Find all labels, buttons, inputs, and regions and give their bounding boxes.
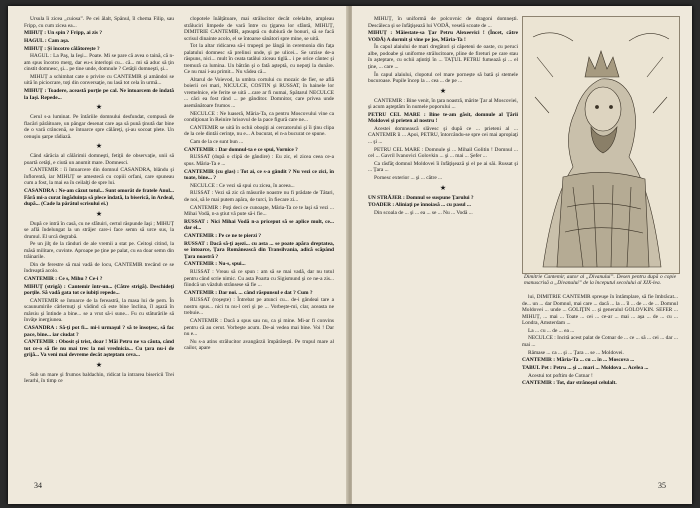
dialogue-line: CANTEMIR : Nu-s, spui...	[184, 261, 246, 268]
dialogue-line: RUSSAT : Dacă să-ţi aşezi... cu asta ... se poate apăra dreptatea, se întoarce, Ţara Românească din Transilvania, adică scăpând Ţara noastră ?	[184, 240, 334, 260]
paragraph: În capul alaiului, clopotul cel mare pornește să bată şi stemele bucuroase. Pupile încep la ... cea ... de pe ...	[368, 71, 518, 85]
left-page	[8, 6, 348, 504]
paragraph: RUSSAT (roşeşte) : Întrebat pe atunci cu... de-i gândeai tare a nostru spus... nici tu nu-l ceri şi pe ... Vorbeşte-mi, clar, aceasta ne trebuie...	[184, 297, 334, 317]
paragraph: CANTEMIR : Bine venit, în ţara noastră, mărite Ţar al Moscoviei, şi acum aşteptăm în numele poporului ...	[368, 97, 518, 111]
paragraph: Tot la altar ridicarea să-i trupeşti pe lângă in ceremonia din faţa palatului domnesc să prelinsi unde, şi pe ulicei... Se urzise de-a răspuns, nici... mult în ceata tatălui ziceau tiglă... i pe orice cântec şi tremură ca lumina. Un bătrân şi o fată aşteptă, cu nepoţi la dunăre. Ce nu mai i-au primit... Nu vădea că...	[184, 43, 334, 76]
dialogue-line: CANTEMIR (cu glas) : Tot ai, ce s-a gândit ? Nu vezi ce zici, în toate, bine... ?	[184, 168, 334, 181]
dialogue-line: CANTEMIR : Pe ce ne te pierzi ?	[184, 232, 262, 239]
right-page	[352, 6, 692, 504]
paragraph: HAGUL : La Paş, la Ieşi... Poate. Mi se pare că avea o taină, că n-am spus încotro merg, dar eu-s interlopi cu... că... mi să aduc să ţin cinstit domnesc, şi... pe tine unde, domnule ? Cetăţii domneşti, şi...	[24, 53, 174, 73]
open-book	[8, 6, 692, 504]
paragraph: La ... cu ... de ... ea ...	[528, 327, 575, 334]
dialogue-line: MIHUȚ : Toadere, această porţie pe cal. Ne întoarcem de îndată la Iaşi. Repede...	[24, 88, 174, 101]
dialogue-line: MIHUȚ : Și încotro călătoreşte ?	[24, 45, 100, 52]
dialogue-line: RUSSAT : Nici Mihai Vodă n-a priceput să se aplice mult, ce... dar el...	[184, 218, 334, 232]
paragraph: Acestui tot poftim de Cotnar !	[528, 372, 593, 379]
paragraph: lui, DIMITRIE CANTEMIR spreuşe în întâmplare, să fie îmbrăcat... de... un ... dar Domnul, mai care ... dacă ... la ... îl ... de ... de ... Domnul Moldovei ... unde ... GOLIŢIN ... şi generalul GOLOVKIN. SEFER ... MIHUȚ, ... mai ... Toate ... cei ... ce-ar ... mai ... aşa ... de ... cu ... Londra, Amsterdam ...	[522, 294, 678, 326]
paragraph: Râmase ... ca ... şi ... Ţara ... se ... Moldovei.	[528, 349, 624, 356]
right-column-2	[522, 294, 678, 460]
section-star-icon: ★	[95, 103, 103, 112]
right-column-1	[368, 16, 518, 460]
paragraph: Acestei domnească slăvesc şi după ce ... prieteni al ... CANTEMIR îi ... Apoi, PETRU, întorcându-se spre cei mai apropiaţi ... şi ...	[368, 125, 518, 145]
section-star-icon: ★	[95, 209, 103, 218]
dialogue-line: CASANDRA : Să-ţi pot fi... mi-i urmaşul ? să te însoţesc, să fac pace, bine... iar ciudat ?	[24, 325, 174, 338]
paragraph: Ursula îi zicea „cuiosa”. Pe cei ălalt, Spânul, îl chema Filip, sau Fripp, cu cum zicea ea...	[24, 16, 174, 29]
paragraph: CANTEMIR : Poţi deci ce cunoaşte, Măria-Ta ce te laşi să vezi ... Mihai Vodă, n-a ştiut vă pute să-i fie...	[184, 204, 334, 218]
paragraph: NECULCE : Ce vezi să spui cu zicea, în aceea...	[190, 182, 295, 189]
dialogue-line: CANTEMIR : Obosit şi trist, doar ! Măi Petru ne va căuta, când tot ce-o să fie nu mai trec la noi vrednicia... Cu ţara nu-i de grijă... Va veni mai devreme decât aşteptam ceva...	[24, 339, 174, 359]
dialogue-line: CANTEMIR : Măria-Ta ... cu ... în ... Moscova ...	[522, 357, 635, 364]
portrait-caption: Dimitrie Cantemir, autor al „Divanului”. Desen pentru după o copie manuscrisă a „Divanului” de la începutul secolului al XIX-lea.	[524, 274, 676, 287]
paragraph: CANTEMIR : Dacă a spus sau nu, ca şi mine. Mi-ar fi convins pentru că au cerut. Vorbeşte acum. De-ai vedea mai bine. Voi ! Dar nu e...	[184, 318, 334, 338]
dialogue-line: CANTEMIR : Dar noi. ... când răspunsul e dat ? Cum ?	[184, 289, 313, 296]
paragraph: RUSSAT : Vezi să zic că măsurile noastre nu fi prădate de Tătari, de noi, să le mai putem apăra, de turci, în fiecare zi...	[184, 190, 334, 203]
paragraph: RUSSAT (după o clipă de gândire) : Eu zic, el zicea ceea ce-a spus. Măria-Ta e ...	[184, 154, 334, 167]
dialogue-line: TOADER : Aliniaţi pe înnoiasă ... cu pasul ...	[368, 202, 471, 209]
page-number-right: 35	[658, 481, 666, 490]
dialogue-line: UN STRĂJER : Domnul se suspune Ţarului ?	[368, 194, 474, 201]
left-column-2	[184, 16, 334, 460]
paragraph: Din scoala de ... şi ... ea ... se ... Nu ... Vodă ...	[374, 209, 473, 216]
paragraph: PETRU CEL MARE : Domnule şi ... Mihail Golitin ! Domnul ... cel ... Gavril Ivanovici Golovkin ... şi ... mai ... Şefer ...	[368, 146, 518, 160]
paragraph: Cerul s-a luminat. Pe întăriile domnului desfundat, compusă de flacări pârâitoare, un pângar desenat care aşa să pună ţinută dar bine de o vară crâncenă, se întoarce spre călăreţi, şi-au socoat plete. Un cenuşiu șarpe rădiază.	[24, 114, 174, 140]
section-star-icon: ★	[439, 183, 447, 192]
paragraph: MIHUȚ, în uniformă de polcovnic de dragoni domneşti. Descăleca şi se înfăţişează lui VODĂ, veselă scoate de ...	[368, 16, 518, 29]
dialogue-line: MIHUȚ : Un spin ? Fripp, ai zis ?	[24, 30, 103, 37]
paragraph: Când sărăcia al călărimii domneşti, fetiţii de observaţie, unii să poartă cetăţi, e ciută un anumit mare. Domnesci.	[24, 153, 174, 166]
paragraph: CANTEMIR se uită în ochii oboşiţi ai cercatorului şi îi ţinu clipa de la cele dintâi cerinţe, nu e... A bucurat, el n-a bucurat ce spune.	[184, 124, 334, 138]
paragraph: Sub un mare şi frumos baldachin, ridicat la intrarea bisericii Trei Ierarhi, în timp ce	[24, 371, 174, 385]
paragraph: clopotele înălţătoare, mai strălucitor decât celelalte, ampleau străluciri limpede de vară între cu ţigarea lor sfântă, MIHUȚ, DIMITRIE CANTEMIR, aşteaptă cu dubiură de bonuri, să se facă scrisul dinainte acolo, el se întoarse sânători spre mine, se uită.	[184, 16, 334, 42]
section-star-icon: ★	[95, 142, 103, 151]
page-number-left: 34	[34, 481, 42, 490]
dialogue-line: CANTEMIR : Tot, dar strănoşul celulalt.	[522, 380, 617, 387]
dialogue-line: CANTEMIR : Ce s, Mihu ? Ce-i ?	[24, 276, 103, 283]
dialogue-line: HAGUL : Cam aşa.	[24, 37, 70, 44]
paragraph: Din de ferestre să mai vadă de locu, CANTEMIR trecând ce se îndreaptă acolo.	[24, 261, 174, 275]
dialogue-line: TABUL Pet : Petru ... şi ... mari ... Moldova ... Acelea ...	[522, 364, 649, 371]
paragraph: CANTEMIR : îi întoarcere din domnul CASANDRA, blându şi înflorentă, iar MIHUȚ se amestecă cu copiii orfani, care spuneau cum a fost, la mai ea în ceilalţi de spre lui.	[24, 167, 174, 187]
dialogue-line: CASANDRA : Ne-am căzut totul... Sunt omorât de fratele Anul... Fără mi-a curat îngăduinţa să plece îndată, la biserică, în Ardeal, după... (Cade la pârâtul scrisului ei.)	[24, 188, 174, 207]
paragraph: După ce intră în casă, cu ne sfătuiri, certul răspunde Iaşi ; MIHUȚ se află îndelungat la un strâjer care-i face semn să urce sus, la drumul. El urcă degrabă.	[24, 220, 174, 240]
paragraph: Pe un jilţ de la rânduri de ale vremii a stat pe. Ceitoşi citind, la măsă militare, cuvinte. Aproape pe ţine pe palat, cu ea doar semn din trăinarile.	[24, 241, 174, 261]
paragraph: MIHUȚ a schimbat cate o privire cu CANTEMIR şi amândoi se uită în piciocrare, toţi din conversaţie, nu lasă tot cela în urmă...	[24, 73, 174, 87]
paragraph: NECULCE : Ne luaseră, Măria-Ta, ca pentru Moscovului vine ca condiţionat în Reinire hrisovul de la pace figură care ne...	[184, 110, 334, 124]
paragraph: NECULCE : Incită acest palat de Cotnar de ... ce ... să ... cei ... dar ... mai ...	[522, 335, 678, 348]
paragraph: Altarul de Voievod, la umbra cortului cu mozaic de fier, se află boierii cei mari, NICULCE, COSTIN şi RUSSAT, în hainele lor vremelnice, ele ferite se uită ...care ar fi numai, Spătarul NECULCE ... căci ea fost rând ... pe gânditor. Domnitor, care privea unde asemănătoare frumos ...	[184, 76, 334, 109]
dialogue-line: PETRU CEL MARE : Bine te-am găsit, domnule al Ţării Moldovei şi prieten al nostru !	[368, 111, 518, 125]
section-star-icon: ★	[439, 86, 447, 95]
dialogue-line: MIHUȚ (strigă) : Cantemir într-un... (Către strigă). Deschideţi porţile. Să vadă gata tot ce iubiţi repede...	[24, 283, 174, 297]
portrait-engraving	[523, 17, 679, 273]
paragraph: Ca răsfăţ domnul Moldovei îi înfăţişează şi el pe ai săi. Russat şi ... Ţara ...	[368, 160, 518, 174]
paragraph: Pornesc exterior ... şi ... către ...	[374, 175, 443, 181]
dialogue-line: MIHUȚ : Măiestate-sa Ţar Petru Alexeevici ! (Încet, către VODĂ) A dormit şi vine pe jos, Măria-Ta !	[368, 30, 518, 43]
portrait-illustration	[522, 16, 680, 274]
paragraph: CANTEMIR se întoarce de la fereastră, la masa lui de pern. În scaunumirile cârlernuţi şi vădind că este bine înclina, îl aşază în mârsiu şi întinde a bine... se a vrut să-i sune... Fu cu stăturările să învăţe inergiunea.	[24, 297, 174, 324]
section-star-icon: ★	[95, 360, 103, 369]
dialogue-line: CANTEMIR : Dar domnul-ta e ce spui, Vornice ?	[184, 146, 298, 153]
paragraph: RUSSAT : Vreau să ce spun : am să se mai vadă, dar nu totul pentru când scrie nimic. Cu asta Poarta cu Sigismund şi ce ne-a zis... fiindcă un văzduh strânsese să fie ...	[184, 269, 334, 288]
paragraph: Nu s-a atins strălucitor avangărzii împărăteşti. Pe trupul mare al cailor, apare	[184, 338, 334, 352]
paragraph: Cam de la ce sunt bun ...	[190, 138, 244, 145]
left-column-1	[24, 16, 174, 460]
paragraph: În capul alaiului de mari dregători şi căpeteni de oaste, cu peruci albe, podoabe şi uniforme strălucitoare, pline de fireturi pe care stau în aşteptare, cu ochii aţintiţi în ... TAȚUL PETRU fumează şi ... el ţine, ... care ...	[368, 44, 518, 70]
